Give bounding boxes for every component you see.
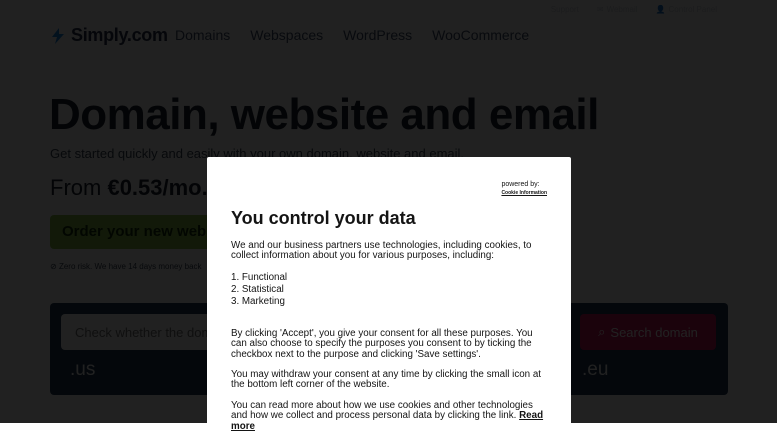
- purpose-list: [231, 272, 549, 309]
- consent-accept-text: By clicking 'Accept', you give your consent for all these purposes. You can also choose to specify the purposes you consent to by ticking the checkbox next to the purpose and clicking 'Save settings'.: [231, 327, 533, 360]
- purpose-marketing: 3. Marketing: [231, 296, 285, 308]
- cookie-information-logo[interactable]: Cookie Information: [501, 190, 547, 196]
- powered-by: [501, 181, 547, 197]
- consent-withdraw-text: You may withdraw your consent at any time by clicking the small icon at the bottom left corner of the website.: [231, 368, 542, 391]
- cookie-consent-dialog: [207, 157, 571, 437]
- read-more-text: You can read more about how we use cookies and other technologies and how we collect and process personal data by clicking the link.: [231, 399, 533, 422]
- consent-body: [231, 241, 549, 442]
- purpose-functional: 1. Functional: [231, 271, 288, 283]
- powered-by-label: powered by:: [501, 181, 540, 188]
- purpose-statistical: 2. Statistical: [231, 284, 284, 296]
- consent-read-more-paragraph: [231, 401, 549, 432]
- consent-intro: We and our business partners use technologies, including cookies, to collect information about you for various purposes, including:: [231, 240, 532, 262]
- consent-title: You control your data: [231, 208, 416, 228]
- read-more-link[interactable]: Read more: [231, 410, 544, 432]
